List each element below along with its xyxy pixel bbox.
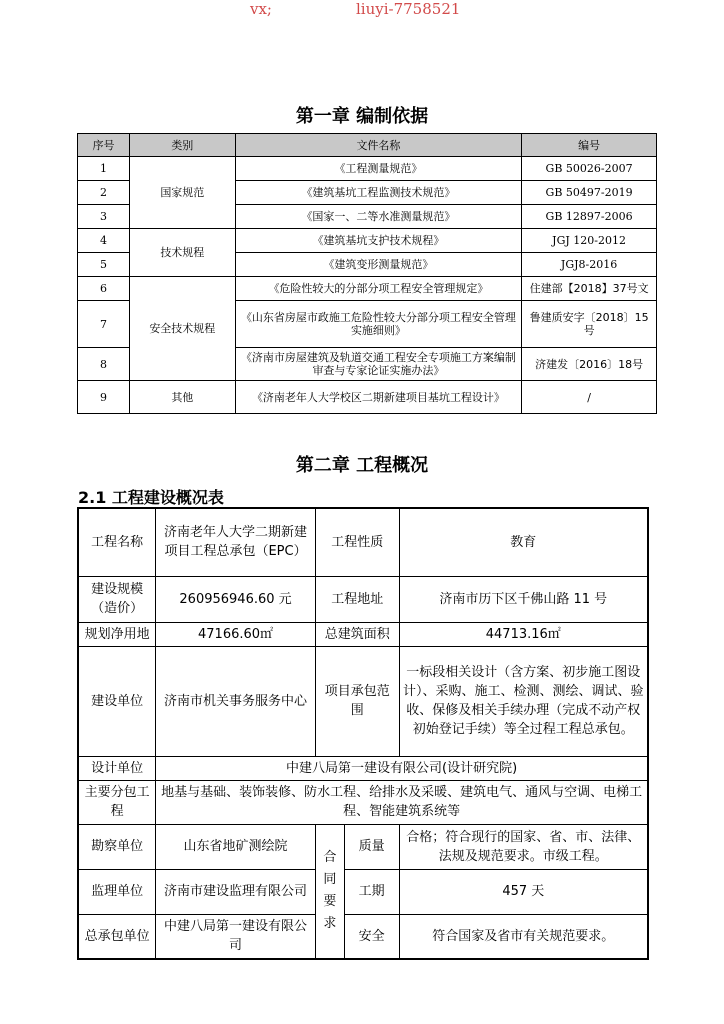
floor-area-label: 总建筑面积 <box>315 622 399 646</box>
row-no: 7 <box>78 301 130 348</box>
row-code: / <box>522 381 657 414</box>
land-label: 规划净用地 <box>78 622 156 646</box>
scope-label: 项目承包范围 <box>315 646 399 756</box>
watermark-vx: vx; <box>250 0 272 18</box>
row-name: 《国家一、二等水准测量规范》 <box>235 205 521 229</box>
supervisor-value: 济南市建设监理有限公司 <box>156 869 316 914</box>
gc-label: 总承包单位 <box>78 914 156 959</box>
row-code: 住建部【2018】37号文 <box>522 277 657 301</box>
row-name: 《工程测量规范》 <box>235 157 521 181</box>
owner-label: 建设单位 <box>78 646 156 756</box>
row-no: 6 <box>78 277 130 301</box>
chapter1-title: 第一章 编制依据 <box>295 106 429 127</box>
row-code: 鲁建质安字〔2018〕15号 <box>522 301 657 348</box>
subcontract-value: 地基与基础、装饰装修、防水工程、给排水及采暖、建筑电气、通风与空调、电梯工程、智能建筑系统等 <box>156 780 648 824</box>
table-row <box>78 756 648 780</box>
row-no: 3 <box>78 205 130 229</box>
row-name: 《建筑基坑工程监测技术规范》 <box>235 181 521 205</box>
project-name-value: 济南老年人大学二期新建项目工程总承包（EPC） <box>156 508 316 576</box>
nature-value: 教育 <box>399 508 648 576</box>
watermark-id: liuyi-7758521 <box>356 0 461 18</box>
row-no: 9 <box>78 381 130 414</box>
header-name: 文件名称 <box>235 134 521 157</box>
subcontract-label: 主要分包工程 <box>78 780 156 824</box>
table-row <box>78 381 657 414</box>
quality-label: 质量 <box>344 824 399 869</box>
period-value: 457 天 <box>399 869 648 914</box>
scope-value: 一标段相关设计（含方案、初步施工图设计）、采购、施工、检测、测绘、调试、验收、保修及相关手续办理（完成不动产权初始登记手续）等全过程工程总承包。 <box>399 646 648 756</box>
period-label: 工期 <box>344 869 399 914</box>
table-row <box>78 646 648 756</box>
scale-value: 260956946.60 元 <box>156 576 316 622</box>
category-cell: 国家规范 <box>129 157 235 229</box>
address-value: 济南市历下区千佛山路 11 号 <box>399 576 648 622</box>
chapter2-title: 第二章 工程概况 <box>295 455 429 476</box>
row-no: 2 <box>78 181 130 205</box>
header-category: 类别 <box>129 134 235 157</box>
owner-value: 济南市机关事务服务中心 <box>156 646 316 756</box>
row-code: 济建发〔2016〕18号 <box>522 348 657 381</box>
row-name: 《建筑变形测量规范》 <box>235 253 521 277</box>
table-row <box>78 914 648 959</box>
row-code: GB 50026-2007 <box>522 157 657 181</box>
basis-header-row <box>78 134 657 157</box>
table-row <box>78 157 657 181</box>
row-code: GB 50497-2019 <box>522 181 657 205</box>
quality-value: 合格；符合现行的国家、省、市、法律、法规及规范要求。市级工程。 <box>399 824 648 869</box>
table-row <box>78 508 648 576</box>
header-no: 序号 <box>78 134 130 157</box>
basis-table <box>77 133 657 414</box>
table-row <box>78 622 648 646</box>
gc-value: 中建八局第一建设有限公司 <box>156 914 316 959</box>
designer-value: 中建八局第一建设有限公司(设计研究院) <box>156 756 648 780</box>
row-no: 4 <box>78 229 130 253</box>
category-cell: 技术规程 <box>129 229 235 277</box>
row-name: 《建筑基坑支护技术规程》 <box>235 229 521 253</box>
address-label: 工程地址 <box>315 576 399 622</box>
survey-value: 山东省地矿测绘院 <box>156 824 316 869</box>
table-row <box>78 824 648 869</box>
designer-label: 设计单位 <box>78 756 156 780</box>
scale-label: 建设规模（造价） <box>78 576 156 622</box>
supervisor-label: 监理单位 <box>78 869 156 914</box>
section-title: 2.1 工程建设概况表 <box>78 488 224 507</box>
row-name: 《危险性较大的分部分项工程安全管理规定》 <box>235 277 521 301</box>
survey-label: 勘察单位 <box>78 824 156 869</box>
row-code: GB 12897-2006 <box>522 205 657 229</box>
safety-label: 安全 <box>344 914 399 959</box>
floor-area-value: 44713.16㎡ <box>399 622 648 646</box>
category-cell: 安全技术规程 <box>129 277 235 381</box>
row-name: 《济南老年人大学校区二期新建项目基坑工程设计》 <box>235 381 521 414</box>
category-cell: 其他 <box>129 381 235 414</box>
row-no: 5 <box>78 253 130 277</box>
row-name: 《济南市房屋建筑及轨道交通工程安全专项施工方案编制审查与专家论证实施办法》 <box>235 348 521 381</box>
project-name-label: 工程名称 <box>78 508 156 576</box>
row-no: 8 <box>78 348 130 381</box>
table-row <box>78 229 657 253</box>
contract-label: 合同要求 <box>315 824 344 959</box>
overview-table <box>77 507 649 960</box>
table-row <box>78 277 657 301</box>
land-value: 47166.60㎡ <box>156 622 316 646</box>
safety-value: 符合国家及省市有关规范要求。 <box>399 914 648 959</box>
row-name: 《山东省房屋市政施工危险性较大分部分项工程安全管理实施细则》 <box>235 301 521 348</box>
table-row <box>78 869 648 914</box>
watermark <box>0 0 724 22</box>
row-code: JGJ 120-2012 <box>522 229 657 253</box>
row-no: 1 <box>78 157 130 181</box>
table-row <box>78 576 648 622</box>
table-row <box>78 780 648 824</box>
row-code: JGJ8-2016 <box>522 253 657 277</box>
nature-label: 工程性质 <box>315 508 399 576</box>
header-code: 编号 <box>522 134 657 157</box>
